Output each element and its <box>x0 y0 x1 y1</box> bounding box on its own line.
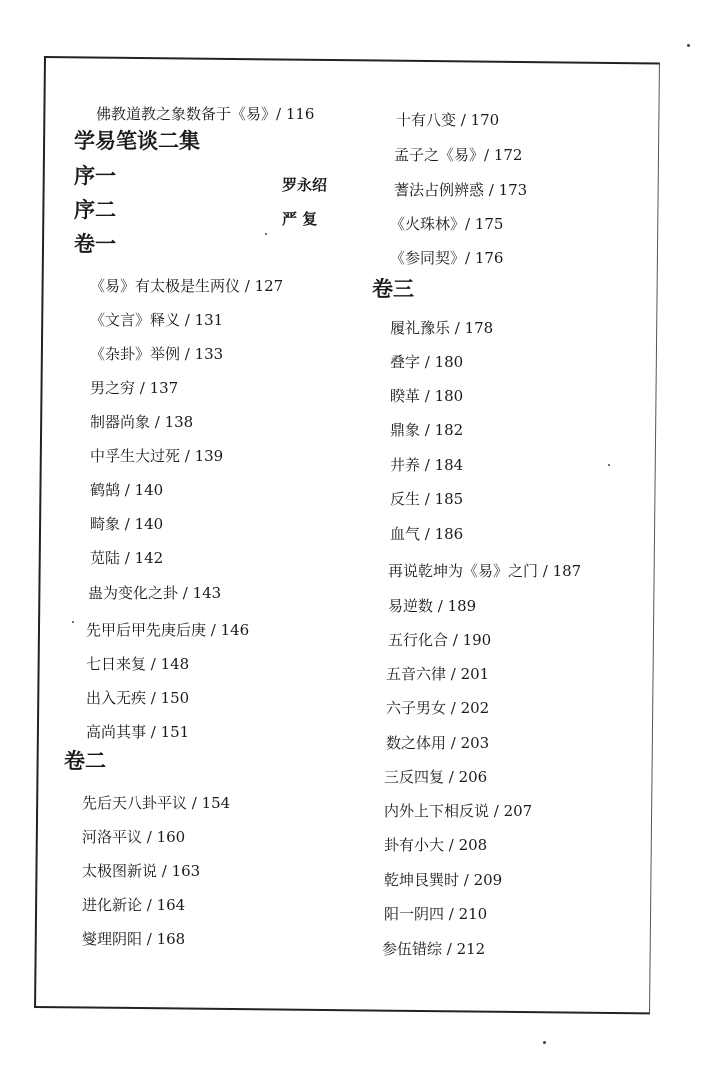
toc-entry: 五音六律 / 201 <box>386 665 490 683</box>
toc-entry: 乾坤艮巽时 / 209 <box>384 871 503 889</box>
scan-speck <box>72 621 74 623</box>
toc-entry: 河洛平议 / 160 <box>82 828 186 846</box>
scan-speck <box>687 44 690 47</box>
toc-entry: 血气 / 186 <box>390 525 464 543</box>
toc-entry: 反生 / 185 <box>390 490 464 508</box>
toc-entry: 燮理阴阳 / 168 <box>82 930 186 948</box>
toc-entry: 制器尚象 / 138 <box>90 413 194 431</box>
collection-title: 学易笔谈二集 <box>74 128 200 153</box>
toc-entry: 井养 / 184 <box>390 456 464 474</box>
toc-entry: 内外上下相反说 / 207 <box>384 802 533 820</box>
toc-entry: 先甲后甲先庚后庚 / 146 <box>86 621 250 639</box>
preface-one-author: 罗永绍 <box>282 176 328 194</box>
volume-two-heading: 卷二 <box>64 748 106 773</box>
preface-two-title: 序二 <box>74 197 116 222</box>
toc-entry: 睽革 / 180 <box>390 387 464 405</box>
toc-entry: 畸象 / 140 <box>90 515 164 533</box>
toc-entry: 五行化合 / 190 <box>388 631 492 649</box>
toc-entry: 孟子之《易》/ 172 <box>394 146 523 164</box>
toc-entry: 进化新论 / 164 <box>82 896 186 914</box>
volume-one-heading: 卷一 <box>74 231 116 256</box>
toc-entry: 《杂卦》举例 / 133 <box>90 345 224 363</box>
toc-entry: 《参同契》/ 176 <box>390 249 504 267</box>
toc-entry: 叠字 / 180 <box>390 353 464 371</box>
toc-entry: 佛教道教之象数备于《易》/ 116 <box>96 105 315 123</box>
toc-entry: 易逆数 / 189 <box>388 597 477 615</box>
toc-entry: 先后天八卦平议 / 154 <box>82 794 231 812</box>
toc-entry: 履礼豫乐 / 178 <box>390 319 494 337</box>
toc-entry: 鼎象 / 182 <box>390 421 464 439</box>
scan-speck <box>265 233 267 235</box>
toc-entry: 《火珠林》/ 175 <box>390 215 504 233</box>
toc-entry: 数之体用 / 203 <box>386 734 490 752</box>
toc-entry: 十有八变 / 170 <box>396 111 500 129</box>
toc-entry: 《文言》释义 / 131 <box>90 311 224 329</box>
toc-entry: 蓍法占例辨惑 / 173 <box>394 181 528 199</box>
toc-entry: 六子男女 / 202 <box>386 699 490 717</box>
toc-entry: 高尚其事 / 151 <box>86 723 190 741</box>
toc-entry: 再说乾坤为《易》之门 / 187 <box>388 562 582 580</box>
toc-entry: 出入无疾 / 150 <box>86 689 190 707</box>
preface-one-title: 序一 <box>74 163 116 188</box>
volume-three-heading: 卷三 <box>372 276 414 301</box>
toc-entry: 《易》有太极是生两仪 / 127 <box>90 277 284 295</box>
toc-entry: 阳一阴四 / 210 <box>384 905 488 923</box>
toc-entry: 卦有小大 / 208 <box>384 836 488 854</box>
toc-entry: 蛊为变化之卦 / 143 <box>88 584 222 602</box>
toc-entry: 七日来复 / 148 <box>86 655 190 673</box>
preface-two-author: 严 复 <box>282 210 318 228</box>
scan-speck <box>608 464 610 466</box>
scan-speck <box>543 1041 546 1044</box>
toc-entry: 男之穷 / 137 <box>90 379 179 397</box>
toc-entry: 苋陆 / 142 <box>90 549 164 567</box>
toc-entry: 参伍错综 / 212 <box>382 940 486 958</box>
toc-entry: 鹤鹄 / 140 <box>90 481 164 499</box>
toc-entry: 三反四复 / 206 <box>384 768 488 786</box>
toc-entry: 太极图新说 / 163 <box>82 862 201 880</box>
toc-entry: 中孚生大过死 / 139 <box>90 447 224 465</box>
